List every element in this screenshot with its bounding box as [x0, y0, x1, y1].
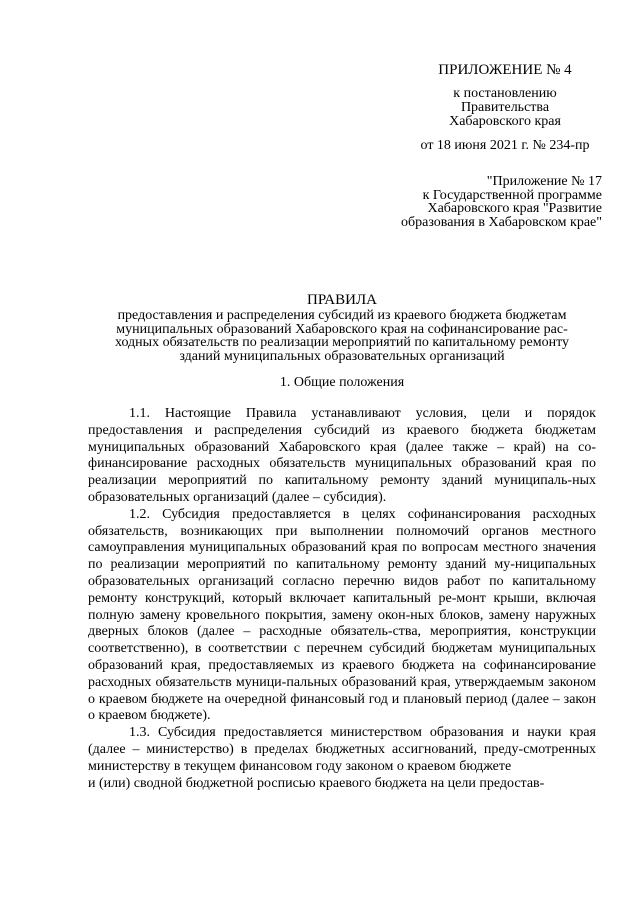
- rules-subtitle-line: ходных обязательств по реализации мероприятий по капитальному ремонту: [114, 335, 569, 350]
- body-text: [88, 406, 596, 792]
- paragraph-1-3: 1.3. Субсидия предоставляется министерством образования и науки края (далее – министерство) в пределах бюджетных ассигнований, преду-смотренных министерству в текущем финансовом году законом о краевом бюджете: [88, 725, 596, 774]
- rules-subtitle-line: зданий муниципальных образовательных организаций: [179, 348, 505, 364]
- appendix-line: к постановлению: [453, 86, 557, 101]
- section-heading: 1. Общие положения: [279, 375, 405, 390]
- paragraph-1-2: 1.2. Субсидия предоставляется в целях софинансирования расходных обязательств, возникающих при выполнении полномочий органов местного самоуправления муниципальных образований края по вопросам местного значения по реализации мероприятий по капитальному ремонту зданий му-ниципальных образовательных организаций согласно перечню видов работ по капитальному ремонту конструкций, который включает капитальный ре-монт крыши, включая полную замену кровельного покрытия, замену окон-ных блоков, замену наружных дверных блоков (далее – расходные обязатель-ства, мероприятия, конструкции соответственно), в соответствии с перечнем субсидий бюджетам муниципальных образований края, предоставляемых из краевого бюджета на софинансирование расходных обязательств муници-пальных образований края, утверждаемым законом о краевом бюджете на очередной финансовый год и плановый период (далее – закон о краевом бюджете).: [88, 506, 596, 724]
- rules-title-block: [88, 293, 596, 363]
- appendix-line: Правительства: [460, 100, 550, 115]
- paragraph-1-1: 1.1. Настоящие Правила устанавливают условия, цели и порядок предоставления и распределения субсидий из краевого бюджета бюджетам муниципальных образований Хабаровского края (далее также – край) на со-финансирование расходных обязательств муниципальных образований края по реализации мероприятий по капитальному ремонту зданий муниципаль-ных образовательных организаций (далее – субсидия).: [88, 406, 596, 505]
- rules-title: ПРАВИЛА: [307, 292, 377, 308]
- appendix-block: [395, 63, 615, 153]
- appendix-ref-line: образования в Хабаровском крае": [401, 214, 602, 230]
- appendix-reference-block: [342, 175, 602, 229]
- appendix-line: Хабаровского края: [449, 114, 561, 129]
- appendix-ref-line: Хабаровского края "Развитие: [427, 201, 602, 216]
- appendix-date-line: от 18 июня 2021 г. № 234-пр: [420, 138, 590, 153]
- rules-subtitle-line: предоставления и распределения субсидий из краевого бюджета бюджетам: [117, 308, 567, 323]
- appendix-ref-line: к Государственной программе: [422, 187, 602, 203]
- paragraph-continuation: и (или) сводной бюджетной росписью краевого бюджета на цели предостав-: [88, 775, 545, 791]
- appendix-title: ПРИЛОЖЕНИЕ № 4: [438, 62, 572, 78]
- rules-subtitle-line: муниципальных образований Хабаровского края на софинансирование рас-: [116, 321, 568, 337]
- appendix-ref-line: "Приложение № 17: [486, 174, 602, 189]
